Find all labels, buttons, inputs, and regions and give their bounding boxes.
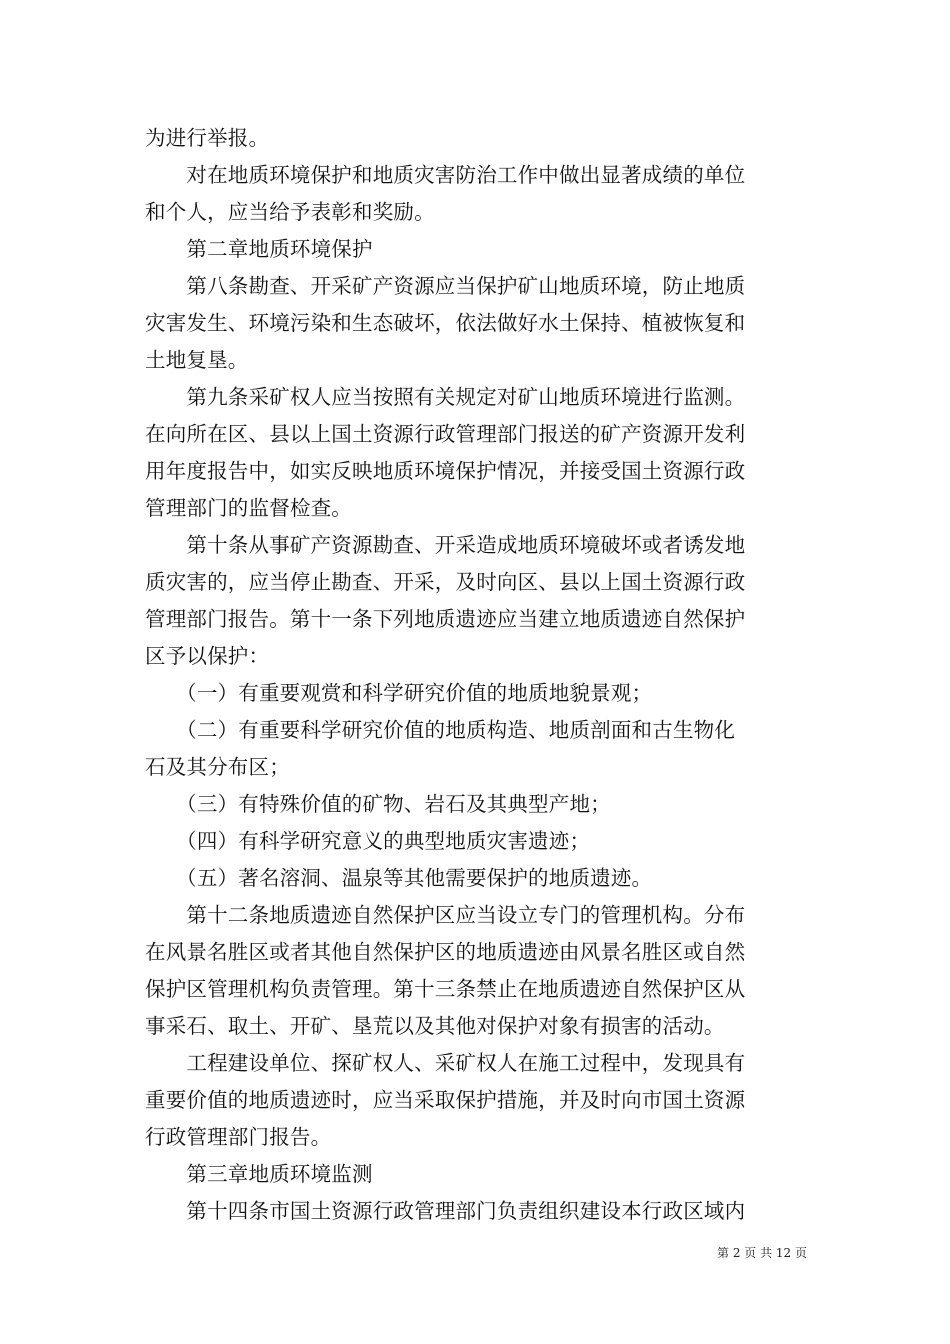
chapter-heading: 第三章地质环境监测	[145, 1162, 373, 1186]
text-line: 第十四条市国土资源行政管理部门负责组织建设本行政区域内	[145, 1199, 746, 1223]
list-item: （一）有重要观赏和科学研究价值的地质地貌景观；	[145, 681, 653, 705]
body-text	[145, 120, 807, 1230]
text-line: 第十条从事矿产资源勘查、开采造成地质环境破坏或者诱发地	[145, 533, 746, 557]
text-line: 在风景名胜区或者其他自然保护区的地质遗迹由风景名胜区或自然	[145, 940, 746, 964]
list-item: （四）有科学研究意义的典型地质灾害遗迹；	[145, 829, 591, 853]
text-line: 在向所在区、县以上国土资源行政管理部门报送的矿产资源开发利	[145, 422, 746, 446]
page-number-footer: 第 2 页 共 12 页	[717, 1246, 807, 1260]
list-item: （二）有重要科学研究价值的地质构造、地质剖面和古生物化	[145, 718, 736, 742]
text-line: 灾害发生、环境污染和生态破坏，依法做好水土保持、植被恢复和	[145, 311, 746, 335]
text-line: 为进行举报。	[145, 126, 270, 150]
text-line: 保护区管理机构负责管理。第十三条禁止在地质遗迹自然保护区从	[145, 977, 746, 1001]
text-line: 行政管理部门报告。	[145, 1125, 332, 1149]
text-line: 管理部门报告。第十一条下列地质遗迹应当建立地质遗迹自然保护	[145, 607, 746, 631]
text-line: 事采石、取土、开矿、垦荒以及其他对保护对象有损害的活动。	[145, 1014, 725, 1038]
chapter-heading: 第二章地质环境保护	[145, 237, 373, 261]
text-line: 和个人，应当给予表彰和奖励。	[145, 200, 435, 224]
text-line: 石及其分布区；	[145, 755, 290, 779]
text-line: 第十二条地质遗迹自然保护区应当设立专门的管理机构。分布	[145, 903, 746, 927]
text-line: 土地复垦。	[145, 348, 249, 372]
text-line: 第九条采矿权人应当按照有关规定对矿山地质环境进行监测。	[145, 385, 746, 409]
list-item: （三）有特殊价值的矿物、岩石及其典型产地；	[145, 792, 611, 816]
text-line: 区予以保护：	[145, 644, 270, 668]
text-line: 重要价值的地质遗迹时，应当采取保护措施，并及时向市国土资源	[145, 1088, 746, 1112]
text-line: 对在地质环境保护和地质灾害防治工作中做出显著成绩的单位	[145, 163, 746, 187]
text-line: 用年度报告中，如实反映地质环境保护情况，并接受国土资源行政	[145, 459, 746, 483]
list-item: （五）著名溶洞、温泉等其他需要保护的地质遗迹。	[145, 866, 653, 890]
text-line: 质灾害的，应当停止勘查、开采，及时向区、县以上国土资源行政	[145, 570, 746, 594]
text-line: 管理部门的监督检查。	[145, 496, 352, 520]
text-line: 第八条勘查、开采矿产资源应当保护矿山地质环境，防止地质	[145, 274, 746, 298]
text-line: 工程建设单位、探矿权人、采矿权人在施工过程中，发现具有	[145, 1051, 746, 1075]
